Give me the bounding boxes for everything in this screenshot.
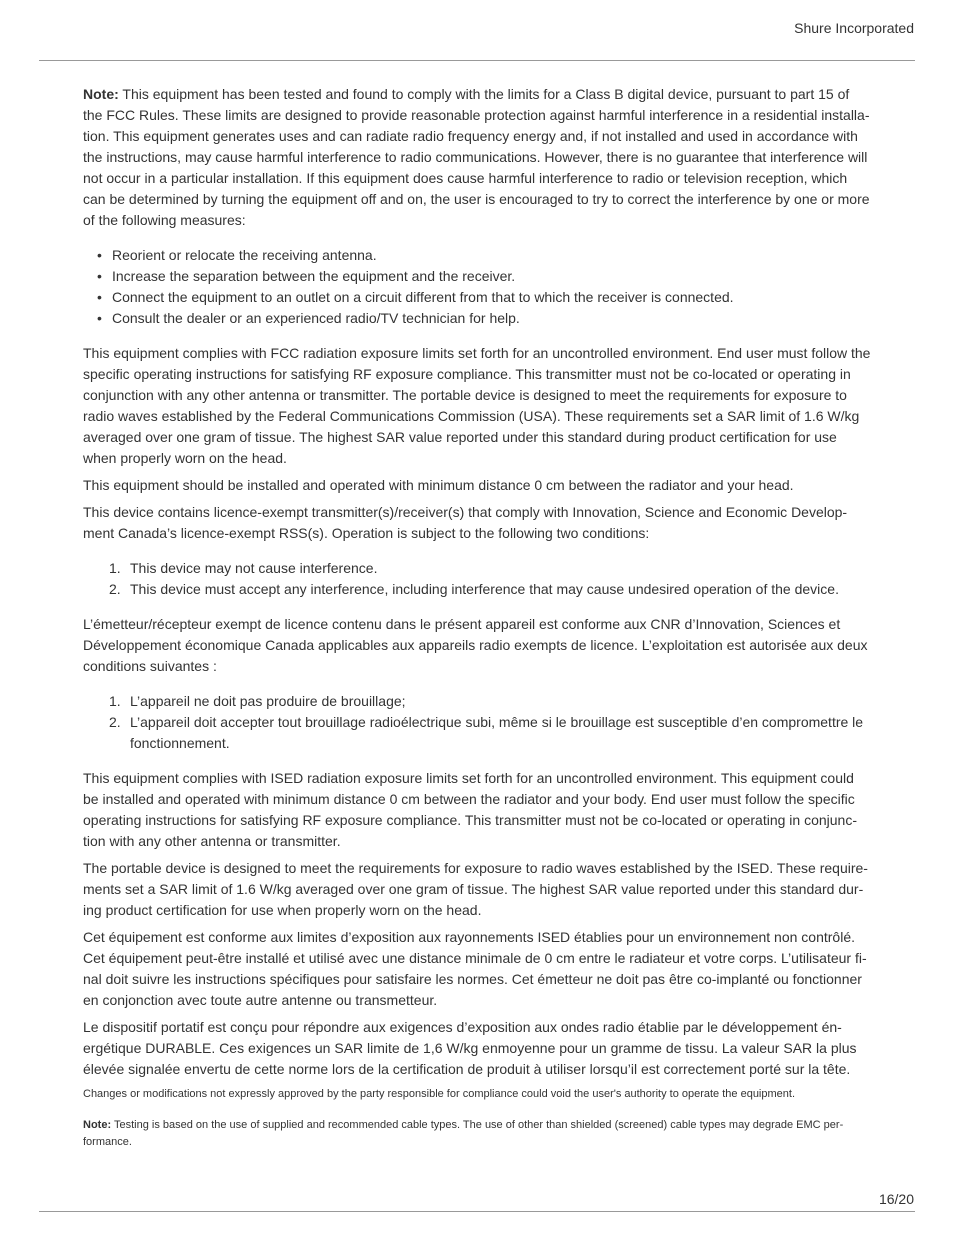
distance-paragraph: This equipment should be installed and operated with minimum distance 0 cm between the radiator and your head.	[83, 477, 794, 493]
ised-intro-paragraph: This device contains licence-exempt transmitter(s)/receiver(s) that comply with Innovation, Science and Economic Develop-ment Canada’s licence-exempt RSS(s). Operation is subject to the following two conditions:	[83, 504, 848, 541]
note-label: Note:	[83, 1119, 112, 1131]
page-number: 16/20	[878, 1191, 914, 1207]
header-divider	[39, 60, 915, 61]
list-text: L’appareil doit accepter tout brouillage radioélectrique subi, même si le brouillage est susceptible d’en compromettre le fonctionnement.	[130, 714, 864, 751]
note-label: Note:	[83, 86, 119, 102]
document-body	[83, 84, 872, 1161]
list-text: This device may not cause interference.	[130, 560, 378, 576]
list-item: • Consult the dealer or an experienced radio/TV technician for help.	[83, 308, 872, 329]
footer-divider	[39, 1211, 915, 1212]
ised-rf-paragraph: This equipment complies with ISED radiation exposure limits set forth for an uncontrolled environment. This equipment could be installed and operated with minimum distance 0 cm between the radiator and your body. End user must follow the specific operating instructions for satisfying RF exposure compliance. This transmitter must not be co-located or operating in conjunc-tion with any other antenna or transmitter.	[83, 770, 857, 849]
list-item	[83, 712, 872, 754]
list-text: L’appareil ne doit pas produire de brouillage;	[130, 693, 406, 709]
measures-list	[83, 245, 872, 329]
conditions-en-list	[83, 558, 872, 600]
list-item	[83, 579, 872, 600]
ised-sar-fr-paragraph: Le dispositif portatif est conçu pour répondre aux exigences d’exposition aux ondes radio établie par le développement én-ergétique DURABLE. Ces exigences un SAR limite de 1,6 W/kg enmoyenne pour un gramme de tissu. La valeur SAR la plus élevée signalée envertu de cette norme lors de la certification de produit à utiliser lorsqu’il est correctement porté sur la tête.	[83, 1019, 857, 1077]
list-number: 1.	[109, 560, 121, 576]
list-item	[83, 558, 872, 579]
list-item: • Connect the equipment to an outlet on a circuit different from that to which the receiver is connected.	[83, 287, 872, 308]
note-text: Testing is based on the use of supplied and recommended cable types. The use of other than shielded (screened) cable types may degrade EMC per-formance.	[83, 1119, 844, 1148]
cable-note	[83, 1117, 872, 1151]
ised-intro-fr-paragraph: L’émetteur/récepteur exempt de licence contenu dans le présent appareil est conforme aux CNR d’Innovation, Sciences et Développement économique Canada applicables aux appareils radio exempts de licence. L’exploitation est autorisée aux deux conditions suivantes :	[83, 616, 868, 674]
fcc-rf-paragraph: This equipment complies with FCC radiation exposure limits set forth for an uncontrolled environment. End user must follow the specific operating instructions for satisfying RF exposure compliance. This transmitter must not be co-located or operating in conjunction with any other antenna or transmitter. The portable device is designed to meet the requirements for exposure to radio waves established by the Federal Communications Commission (USA). These requirements set a SAR limit of 1.6 W/kg averaged over one gram of tissue. The highest SAR value reported under this standard during product certification for use when properly worn on the head.	[83, 345, 871, 466]
list-item	[83, 691, 872, 712]
ised-rf-fr-paragraph: Cet équipement est conforme aux limites d’exposition aux rayonnements ISED établies pour un environnement non contrôlé. Cet équipement peut-être installé et utilisé avec une distance minimale de 0 cm entre le radiateur et votre corps. L’utilisateur fi-nal doit suivre les instructions spécifiques pour satisfaire les normes. Cet émetteur ne doit pas être co-implanté ou fonctionner en conjonction avec toute autre antenne ou transmetteur.	[83, 929, 867, 1008]
changes-notice: Changes or modifications not expressly approved by the party responsible for compliance could void the user's authority to operate the equipment.	[83, 1088, 796, 1100]
conditions-fr-list	[83, 691, 872, 754]
list-number: 1.	[109, 693, 121, 709]
note-text: This equipment has been tested and found to comply with the limits for a Class B digital device, pursuant to part 15 of the FCC Rules. These limits are designed to provide reasonable protection against harmful interference in a residential installa-tion. This equipment generates uses and can radiate radio frequency energy and, if not installed and used in accordance with the instructions, may cause harmful interference to radio communications. However, there is no guarantee that interference will not occur in a particular installation. If this equipment does cause harmful interference to radio or television reception, which can be determined by turning the equipment off and on, the user is encouraged to try to correct the interference by one or more of the following measures:	[83, 86, 870, 228]
list-text: This device must accept any interference, including interference that may cause undesired operation of the device.	[130, 581, 839, 597]
header-company: Shure Incorporated	[794, 20, 914, 36]
list-item: • Reorient or relocate the receiving antenna.	[83, 245, 872, 266]
ised-sar-paragraph: The portable device is designed to meet the requirements for exposure to radio waves established by the ISED. These require-ments set a SAR limit of 1.6 W/kg averaged over one gram of tissue. The highest SAR value reported under this standard dur-ing product certification for use when properly worn on the head.	[83, 860, 868, 918]
list-number: 2.	[109, 714, 121, 730]
list-item: • Increase the separation between the equipment and the receiver.	[83, 266, 872, 287]
fcc-note-paragraph	[83, 84, 872, 231]
list-number: 2.	[109, 581, 121, 597]
